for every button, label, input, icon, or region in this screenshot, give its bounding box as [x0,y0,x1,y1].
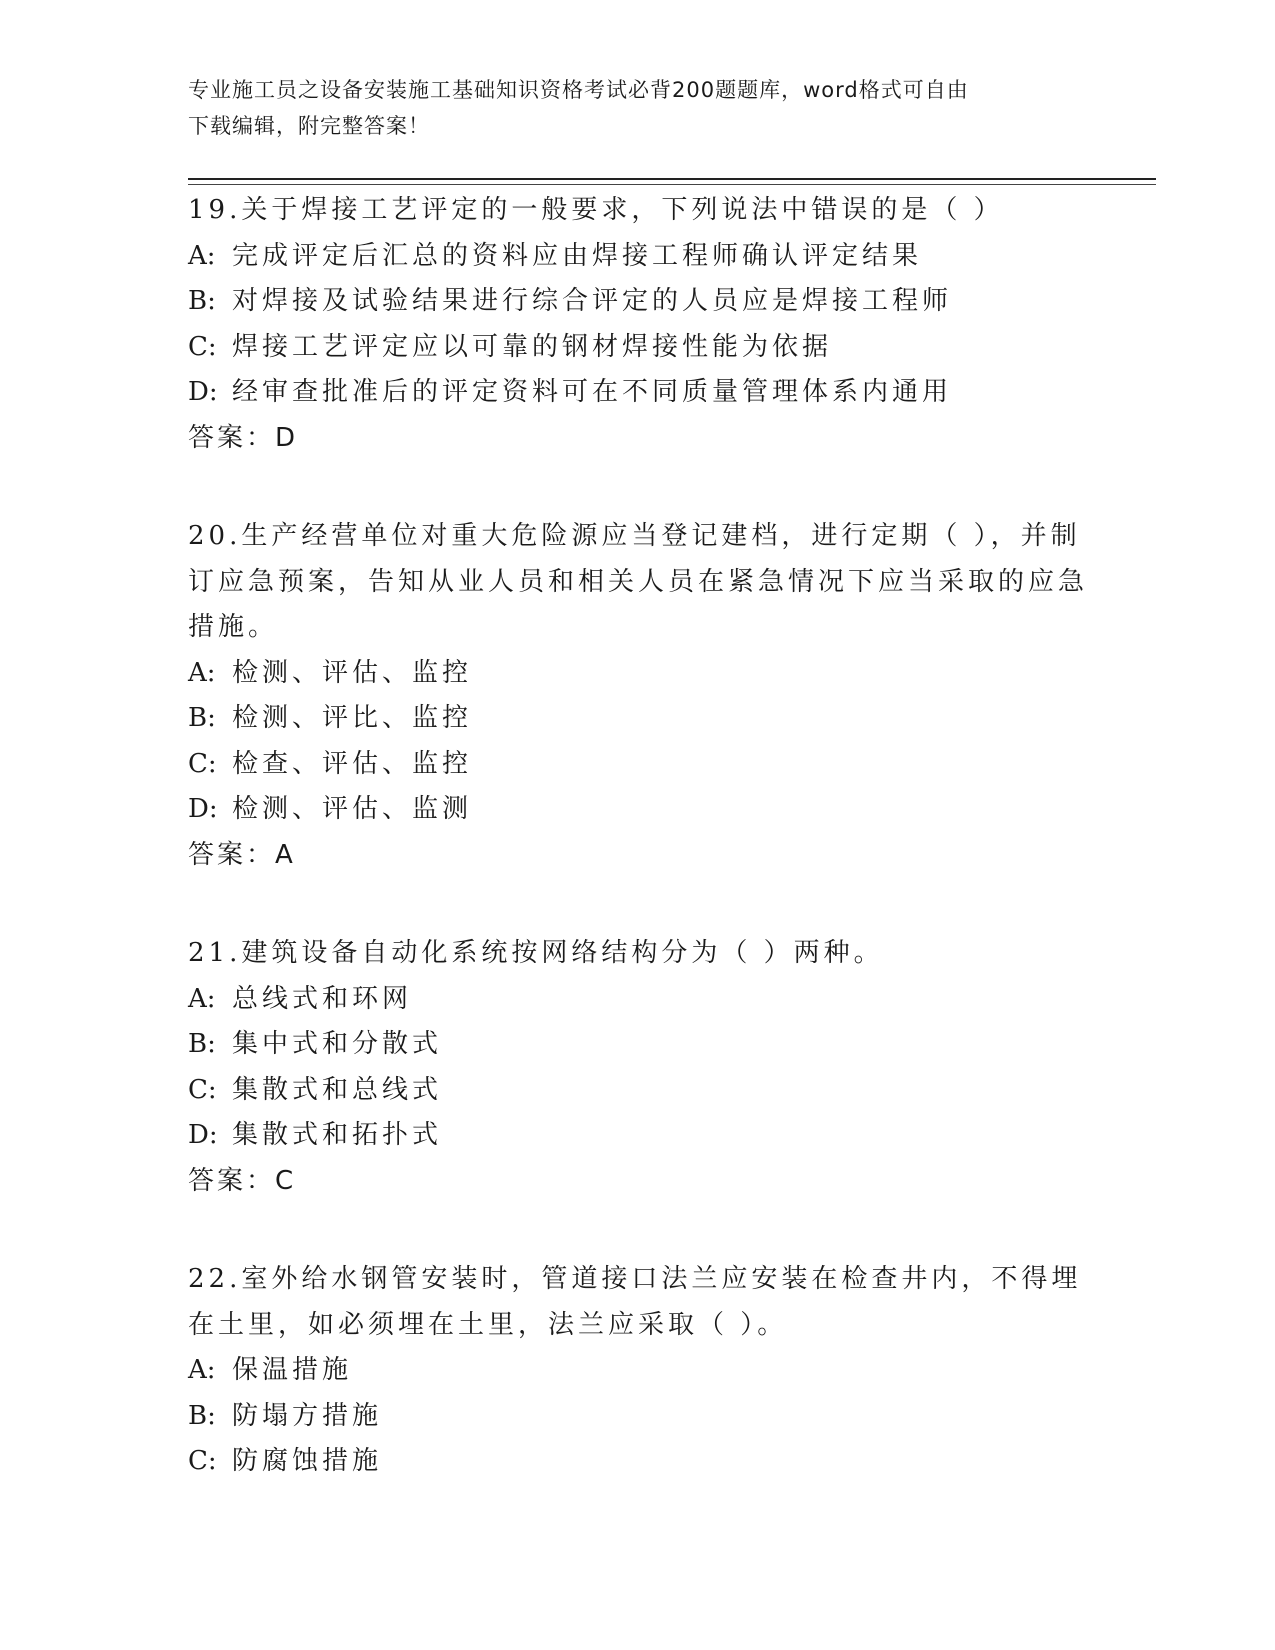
option-a [188,977,1088,1023]
header-title-line-1: 专业施工员之设备安装施工基础知识资格考试必背200题题库，word格式可自由 [188,78,969,102]
question-21 [188,931,1088,1204]
option-letter: B: [188,1029,216,1059]
option-c [188,1439,1088,1485]
option-text: 防塌方措施 [232,1400,383,1431]
option-text: 总线式和环网 [232,983,413,1014]
option-letter: D: [188,794,218,824]
question-22 [188,1257,1088,1485]
option-text: 经审查批准后的评定资料可在不同质量管理体系内通用 [232,377,953,407]
option-text: 集中式和分散式 [232,1029,443,1059]
header-divider-thin [188,184,1156,185]
option-text: 完成评定后汇总的资料应由焊接工程师确认评定结果 [232,240,923,271]
question-19 [188,188,1088,461]
option-letter: A: [188,1355,216,1385]
option-a [188,651,1088,697]
option-c [188,1068,1088,1114]
option-b [188,696,1088,742]
question-text: 20.生产经营单位对重大危险源应当登记建档，进行定期（ ），并制订应急预案，告知从业人员和相关人员在紧急情况下应当采取的应急措施。 [188,521,1089,642]
option-text: 焊接工艺评定应以可靠的钢材焊接性能为依据 [232,331,833,362]
question-text: 22.室外给水钢管安装时，管道接口法兰应安装在检查井内，不得埋在土里，如必须埋在土里，法兰应采取（ ）。 [188,1264,1082,1340]
option-letter: C: [188,748,217,779]
option-a [188,234,1088,280]
option-text: 集散式和拓扑式 [232,1120,443,1150]
option-a [188,1348,1088,1394]
option-letter: D: [188,1120,218,1150]
option-text: 集散式和总线式 [232,1074,443,1105]
option-c [188,325,1088,371]
option-c [188,742,1088,788]
option-text: 保温措施 [232,1355,353,1385]
option-text: 对焊接及试验结果进行综合评定的人员应是焊接工程师 [232,286,953,316]
question-text: 21.建筑设备自动化系统按网络结构分为（ ）两种。 [188,938,884,968]
question-list [188,188,1088,1538]
document-header [188,72,1088,144]
answer-line: 答案：D [188,422,299,453]
option-text: 检测、评比、监控 [232,703,473,733]
option-letter: B: [188,1400,216,1431]
answer-line: 答案：A [188,839,296,870]
header-divider-thick [188,178,1156,180]
option-b [188,1394,1088,1440]
option-b [188,1022,1088,1068]
option-d [188,1113,1088,1159]
option-d [188,787,1088,833]
option-d [188,370,1088,416]
option-text: 检测、评估、监测 [232,794,473,824]
option-letter: D: [188,377,218,407]
option-letter: B: [188,703,216,733]
option-text: 检测、评估、监控 [232,657,473,688]
option-letter: C: [188,1074,217,1105]
option-letter: A: [188,657,216,688]
option-b [188,279,1088,325]
option-text: 防腐蚀措施 [232,1446,383,1476]
option-letter: B: [188,286,216,316]
option-letter: C: [188,331,217,362]
question-text: 19.关于焊接工艺评定的一般要求，下列说法中错误的是（ ） [188,195,1004,225]
answer-line: 答案：C [188,1165,297,1196]
option-letter: C: [188,1446,217,1476]
question-20 [188,514,1088,878]
header-title-line-2: 下载编辑，附完整答案！ [188,114,430,138]
option-text: 检查、评估、监控 [232,748,473,779]
option-letter: A: [188,983,216,1014]
option-letter: A: [188,240,216,271]
